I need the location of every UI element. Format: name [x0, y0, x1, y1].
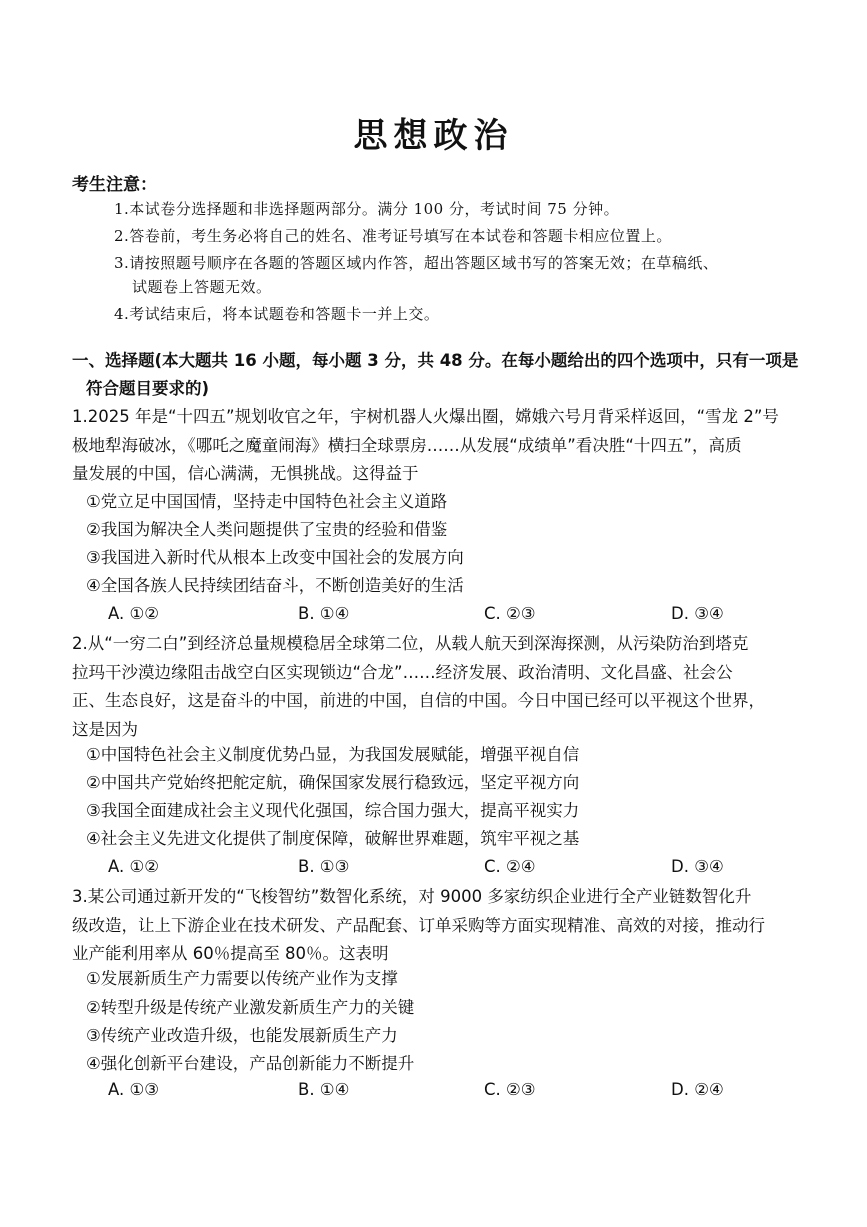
choice-b[interactable]: B. ①③	[298, 857, 350, 876]
question-2-stem	[72, 630, 832, 744]
choice-c[interactable]: C. ②③	[484, 604, 536, 623]
question-3-option-3: ③传统产业改造升级，也能发展新质生产力	[86, 1026, 398, 1045]
choice-d[interactable]: D. ③④	[671, 604, 724, 623]
choice-c[interactable]: C. ②④	[484, 857, 536, 876]
choice-c[interactable]: C. ②③	[484, 1080, 536, 1099]
question-line: 级改造，让上下游企业在技术研发、产品配套、订单采购等方面实现精准、高效的对接，推动行	[72, 915, 765, 935]
notice-item: 1.本试卷分选择题和非选择题两部分。满分 100 分，考试时间 75 分钟。	[114, 200, 620, 218]
section-heading	[72, 347, 832, 403]
page-title: 思想政治	[353, 116, 514, 156]
question-1-option-3: ③我国进入新时代从根本上改变中国社会的发展方向	[86, 548, 464, 567]
question-2-option-1: ①中国特色社会主义制度优势凸显，为我国发展赋能，增强平视自信	[86, 745, 580, 764]
notice-item: 试题卷上答题无效。	[132, 278, 272, 296]
question-line: 2.从“一穷二白”到经济总量规模稳居全球第二位，从载人航天到深海探测，从污染防治到塔克	[72, 634, 749, 653]
choice-a[interactable]: A. ①②	[108, 857, 160, 876]
question-line: 1.2025 年是“十四五”规划收官之年，宇树机器人火爆出圈，嫦娥六号月背采样返回，“雪龙 2”号	[72, 407, 779, 426]
question-1-choices	[108, 604, 808, 630]
notice-item: 2.答卷前，考生务必将自己的姓名、准考证号填写在本试卷和答题卡相应位置上。	[114, 227, 672, 245]
question-1-option-1: ①党立足中国国情，坚持走中国特色社会主义道路	[86, 492, 448, 511]
question-3-option-2: ②转型升级是传统产业激发新质生产力的关键	[86, 998, 415, 1017]
choice-b[interactable]: B. ①④	[298, 1080, 350, 1099]
section-heading-line: 符合题目要求的)	[86, 379, 210, 398]
choice-a[interactable]: A. ①②	[108, 604, 160, 623]
notice-item: 3.请按照题号顺序在各题的答题区域内作答，超出答题区域书写的答案无效；在草稿纸、	[114, 254, 719, 272]
notice-heading: 考生注意：	[72, 175, 157, 195]
question-2-option-4: ④社会主义先进文化提供了制度保障，破解世界难题，筑牢平视之基	[86, 829, 580, 848]
choice-d[interactable]: D. ③④	[671, 857, 724, 876]
question-3-stem	[72, 883, 832, 969]
question-2-option-3: ③我国全面建成社会主义现代化强国，综合国力强大，提高平视实力	[86, 801, 580, 820]
notice-item: 4.考试结束后，将本试题卷和答题卡一并上交。	[114, 305, 440, 323]
question-line: 业产能利用率从 60％提高至 80％。这表明	[72, 944, 389, 963]
question-line: 拉玛干沙漠边缘阻击战空白区实现锁边“合龙”……经济发展、政治清明、文化昌盛、社会公	[72, 662, 733, 682]
question-2-choices	[108, 857, 808, 883]
question-line: 极地犁海破冰，《哪吒之魔童闹海》横扫全球票房……从发展“成绩单”看决胜“十四五”，高质	[72, 435, 742, 455]
question-3-option-1: ①发展新质生产力需要以传统产业作为支撑	[86, 969, 398, 988]
choice-d[interactable]: D. ②④	[671, 1080, 724, 1099]
section-heading-line: 一、选择题(本大题共 16 小题，每小题 3 分，共 48 分。在每小题给出的四个选项中，只有一项是	[72, 351, 799, 370]
question-line: 这是因为	[72, 719, 138, 739]
question-3-choices	[108, 1080, 808, 1106]
question-1-option-2: ②我国为解决全人类问题提供了宝贵的经验和借鉴	[86, 520, 448, 539]
question-line: 3.某公司通过新开发的“飞梭智纺”数智化系统，对 9000 多家纺织企业进行全产业链数智化升	[72, 887, 752, 906]
question-1-stem	[72, 403, 832, 489]
question-line: 量发展的中国，信心满满，无惧挑战。这得益于	[72, 464, 419, 483]
choice-b[interactable]: B. ①④	[298, 604, 350, 623]
question-line: 正、生态良好，这是奋斗的中国，前进的中国，自信的中国。今日中国已经可以平视这个世界，	[72, 691, 765, 710]
question-3-option-4: ④强化创新平台建设，产品创新能力不断提升	[86, 1054, 415, 1073]
question-1-option-4: ④全国各族人民持续团结奋斗，不断创造美好的生活	[86, 576, 464, 595]
choice-a[interactable]: A. ①③	[108, 1080, 160, 1099]
question-2-option-2: ②中国共产党始终把舵定航，确保国家发展行稳致远，坚定平视方向	[86, 773, 580, 792]
